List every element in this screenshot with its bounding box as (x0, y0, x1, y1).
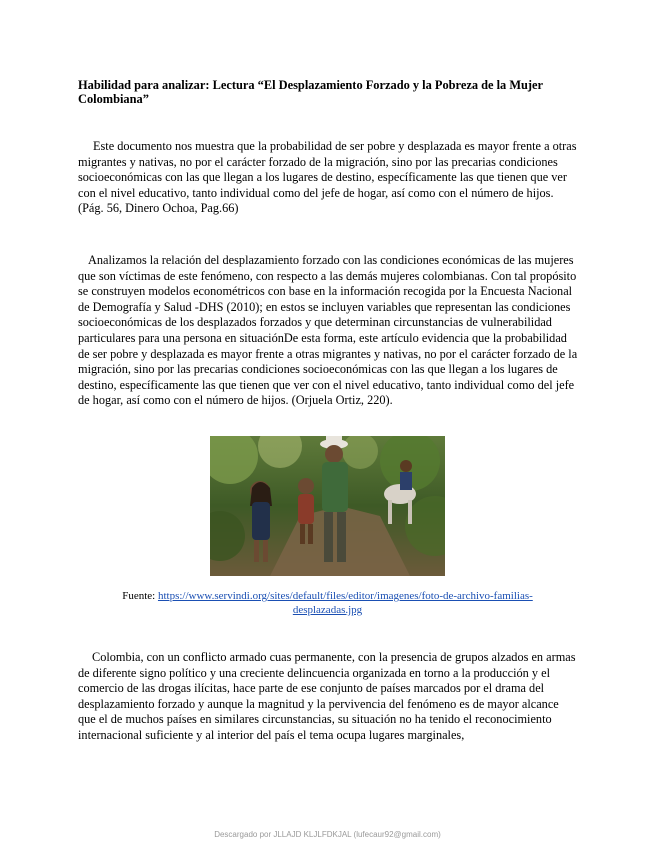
displaced-family-photo (210, 436, 445, 576)
download-footer: Descargado por JLLAJD KLJLFDKJAL (lufecaur92@gmail.com) (214, 830, 441, 839)
photo-illustration (210, 436, 445, 576)
paragraph-3: Colombia, con un conflicto armado cuas permanente, con la presencia de grupos alzados en armas de diferente signo político y una creciente delincuencia organizada en torno a la producción y el comercio de las drogas ilícitas, hace parte de ese conjunto de países marcados por el drama del desplazamiento forzado y aunque la magnitud y la pervivencia del fenómeno es de mayor alcance que el de muchos países en similares circunstancias, su situación no ha tenido el reconocimiento internacional suficiente y al interior del país el tema ocupa lugares marginales, (78, 650, 576, 742)
photo-caption (100, 589, 555, 617)
paragraph-1: Este documento nos muestra que la probabilidad de ser pobre y desplazada es mayor frente a otras migrantes y nativas, no por el carácter forzado de la migración, sino por las precarias condiciones socioeconómicas con las que llegan a los lugares de destino, específicamente las que tienen que ver con el nivel educativo, tanto individual como del jefe de hogar, así como con el número de hijos. (Pág. 56, Dinero Ochoa, Pag.66) (78, 139, 577, 216)
document-title: Habilidad para analizar: Lectura “El Desplazamiento Forzado y la Pobreza de la Mujer Colombiana” (78, 78, 543, 106)
caption-source-link[interactable]: https://www.servindi.org/sites/default/files/editor/imagenes/foto-de-archivo-familias-desplazadas.jpg (157, 590, 533, 616)
paragraph-2: Analizamos la relación del desplazamiento forzado con las condiciones económicas de las mujeres que son víctimas de este fenómeno, con respecto a las demás mujeres colombianas. Con tal propósito se construyen modelos econométricos con base en la información recogida por la Encuesta Nacional de Demografía y Salud -DHS (2010); en estos se incluyen variables que representan las condiciones socioeconómicas de los desplazados forzados y que determinan circunstancias de vulnerabilidad particulares para una persona en situaciónDe esta forma, este artículo evidencia que la probabilidad de ser pobre y desplazada es mayor frente a otras migrantes y nativas, no por el carácter forzado de la migración, sino por las precarias condiciones socioeconómicas con las que llegan a los lugares de destino, específicamente las que tienen que ver con el nivel educativo, tanto individual como del jefe de hogar, así como con el número de hijos. (Orjuela Ortiz, 220). (78, 253, 578, 408)
caption-prefix: Fuente: (122, 590, 158, 602)
